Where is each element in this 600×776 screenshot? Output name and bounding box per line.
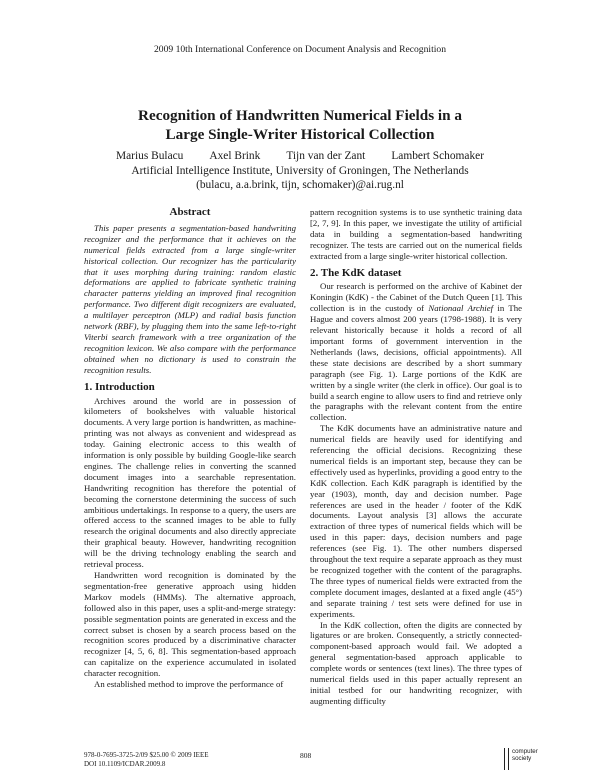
logo-text: computer society [512,748,538,762]
section-1-paragraph-1: Archives around the world are in possession of kilometers of bookshelves with valuable historical documents. A very large portion is handwritten, as machine-printing was not always as convenient and widespread as today. Gaining electronic access to this wealth of information is only possible by building Google-like search engines. The challenge relies in converting the scanned document images into a searchable representation. Handwriting recognition has therefore the potential of becoming the cornerstone determining the success of such ambitious undertakings. In response to a query, the users are offered access to the scanned images to be able to fully research the original documents and also directly appreciate their graphical beauty. However, handwriting recognition will be the driving technology enabling the search and retrieval process. [84,395,296,570]
title-line-1: Recognition of Handwritten Numerical Fields in a [138,107,462,124]
author-name: Axel Brink [209,150,261,162]
section-1-paragraph-3: An established method to improve the performance of [94,679,284,690]
section-2-paragraph-3: In the KdK collection, often the digits are connected by ligatures or are broken. Consequently, a strictly connected-component-based approach would fail. We adopted a general segmentation-based approach applicable to complete words or sentences (text lines). The three types of numerical fields used in this paper actually represent an initial testbed for our handwriting recognizer, with augmenting difficulty [310,619,522,706]
copyright-footer [84,751,209,768]
abstract-heading: Abstract [169,206,211,218]
conference-header: 2009 10th International Conference on Document Analysis and Recognition [153,44,446,55]
author-name: Lambert Schomaker [391,150,484,162]
section-2-paragraph-2: The KdK documents have an administrative nature and numerical fields are heavily used for identifying and referencing the official decisions. Recognizing these numerical fields is an important step, because they can be effectively used as hyperlinks, providing a good entry to the KdK collection. Each KdK paragraph is identified by the year (1903), month, day and decision number. Page references are used in the header / footer of the KdK documents. Layout analysis [3] allows the accurate extraction of three types of numerical fields which will be used in this paper: days, decision numbers and page references (see Fig. 1). The other numbers dispersed throughout the text require a separate approach as they must be recognized together with the content of the paragraphs. The three types of numerical fields were extracted from the complete document images, deslanted at a fixed angle (45°) and separate training / test sets were defined for use in experiments. [310,423,522,619]
page-number: 808 [300,751,312,760]
abstract-text: This paper presents a segmentation-based handwriting recognizer and the performance that it achieves on the numerical fields extracted from a large single-writer historical collection. Our recognizer has the particularity that it uses morphing during training: random elastic deformations are applied to fabricate synthetic training character patterns yielding an improved final recognition performance. Two different digit recognizers are evaluated, a multilayer perceptron (MLP) and radial basis function network (RBF), by plugging them into the same left-to-right Viterbi search framework with a tree organization of the recognition lexicon. We also compare with the performance obtained when no dictionary is used to constrain the recognition results. [84,222,296,375]
affiliation: Artificial Intelligence Institute, University of Groningen, The Netherlands [131,164,469,177]
author-name: Marius Bulacu [116,150,184,162]
isbn-line: 978-0-7695-3725-2/09 $25.00 © 2009 IEEE [84,751,209,759]
paper-title [60,106,540,144]
doi-line: DOI 10.1109/ICDAR.2009.8 [84,759,166,768]
author-names [60,149,540,164]
computer-society-logo [504,748,544,772]
section-1-heading: 1. Introduction [84,380,155,393]
section-1-paragraph-2: Handwritten word recognition is dominated by the segmentation-free generative approach using hidden Markov models (HMMs). The alternative approach, followed also in this paper, uses a split-and-merge strategy: possible segmentation points are generated in excess and the correct subset is chosen by a search process based on the recognition scores produced by a discriminative character recognizer [4, 5, 6, 8]. This segmentation-based approach can capitalize on the experience accumulated in isolated character recognition. [84,570,296,679]
logo-mark-icon [504,748,509,770]
author-name: Tijn van der Zant [286,150,366,162]
section-2-paragraph-1: Our research is performed on the archive of Kabinet der Koningin (KdK) - the Cabinet of the Dutch Queen [1]. This collection is in the custody of Nationaal Archief in The Hague and covers almost 200 years (1798-1988). It is very relevant historically because it holds a record of all important forms of government intervention in the Netherlands (laws, decisions, official appointments). All these state decisions are described by a short summary paragraph (see Fig. 1). Large portions of the KdK are written by a single writer (the clerk in office). Our goal is to build a search engine to allow users to find and retrieve only the paragraphs with the relevant content from the entire collection. [310,281,522,423]
section-2-heading: 2. The KdK dataset [310,266,402,279]
author-emails: (bulacu, a.a.brink, tijn, schomaker)@ai.rug.nl [196,179,404,191]
title-line-2: Large Single-Writer Historical Collection [165,126,435,143]
right-column [310,207,522,707]
section-1-continuation: pattern recognition systems is to use synthetic training data [2, 7, 9]. In this paper, we investigate the utility of artificial data in building a segmentation-based handwriting recognizer. The tests are carried out on the numerical fields extracted from a large single-writer historical collection. [310,207,522,261]
left-column [84,207,296,690]
archive-name: Nationaal Archief [428,303,494,314]
author-block [60,149,540,193]
